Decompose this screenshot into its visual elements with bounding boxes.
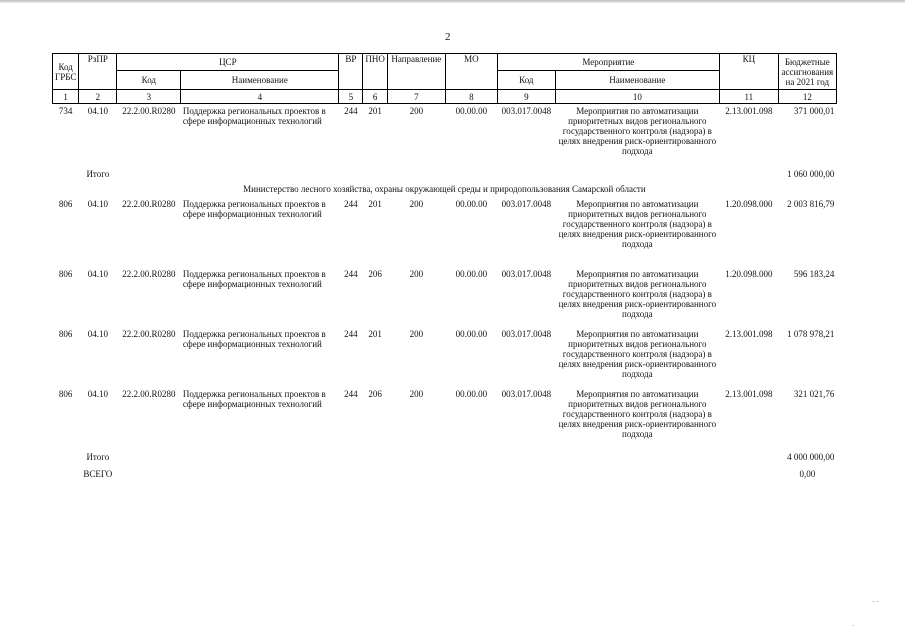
cell-csr: 22.2.00.R0280 <box>122 268 176 279</box>
cell-csr-name: Поддержка региональных проектов в сфере информационных технологий <box>182 198 326 219</box>
cell-mer-kod: 003.017.0048 <box>501 388 552 399</box>
itogo-sum: 1 060 000,00 <box>787 168 835 179</box>
scan-speck: · · <box>872 598 879 606</box>
col-number: 1 <box>53 90 79 104</box>
cell-rzpr: 04.10 <box>87 268 108 279</box>
header-rzpr: РзПР <box>79 54 117 90</box>
cell-kc: 1.20.098.000 <box>725 198 773 209</box>
cell-csr: 22.2.00.R0280 <box>122 106 176 116</box>
header-mer-name: Наименование <box>555 71 719 90</box>
table-header <box>53 54 837 104</box>
cell-pno: 201 <box>368 198 382 209</box>
cell-kc: 2.13.001.098 <box>725 106 773 116</box>
cell-napr: 200 <box>409 268 424 279</box>
cell-mer-kod: 003.017.0048 <box>501 268 552 279</box>
cell-sum: 596 183,24 <box>793 268 835 279</box>
cell-pno: 206 <box>368 388 382 399</box>
cell-sum: 1 078 978,21 <box>787 328 835 339</box>
header-csr: ЦСР <box>117 54 339 71</box>
cell-vr: 244 <box>344 268 358 279</box>
cell-pno: 201 <box>368 328 382 339</box>
cell-mer-name: Мероприятия по автоматизации приоритетных видов регионального государственного контроля (надзора) в целях внедрения риск-ориентированного подхода <box>558 268 717 319</box>
cell-csr: 22.2.00.R0280 <box>122 198 176 209</box>
cell-rzpr: 04.10 <box>87 388 108 399</box>
table-row <box>53 267 837 327</box>
col-number: 12 <box>778 90 836 104</box>
cell-vr: 244 <box>344 328 358 339</box>
itogo-row <box>53 447 837 464</box>
table-row <box>53 387 837 447</box>
cell-napr: 200 <box>409 106 424 116</box>
section-row <box>53 181 837 197</box>
cell-napr: 200 <box>409 198 424 209</box>
scan-edge <box>0 0 905 3</box>
header-mo: МО <box>445 54 497 90</box>
cell-mer-kod: 003.017.0048 <box>501 106 552 116</box>
header-kod-grbs: Код ГРБС <box>53 54 79 90</box>
col-number: 7 <box>387 90 445 104</box>
cell-mer-name: Мероприятия по автоматизации приоритетных видов регионального государственного контроля (надзора) в целях внедрения риск-ориентированного подхода <box>558 106 717 156</box>
header-napravlenie: Направление <box>387 54 445 90</box>
cell-napr: 200 <box>409 388 424 399</box>
cell-grbs: 734 <box>58 106 73 116</box>
itogo-sum: 4 000 000,00 <box>787 451 835 462</box>
cell-kc: 1.20.098.000 <box>725 268 773 279</box>
cell-csr-name: Поддержка региональных проектов в сфере информационных технологий <box>182 106 326 126</box>
budget-table <box>52 53 837 481</box>
cell-pno: 206 <box>368 268 382 279</box>
itogo-label: Итого <box>86 451 110 462</box>
cell-csr-name: Поддержка региональных проектов в сфере информационных технологий <box>182 328 326 349</box>
cell-grbs: 806 <box>58 328 73 339</box>
col-number: 10 <box>555 90 719 104</box>
header-csr-kod: Код <box>117 71 181 90</box>
cell-mer-name: Мероприятия по автоматизации приоритетных видов регионального государственного контроля (надзора) в целях внедрения риск-ориентированного подхода <box>558 388 717 439</box>
cell-mer-name: Мероприятия по автоматизации приоритетных видов регионального государственного контроля (надзора) в целях внедрения риск-ориентированного подхода <box>558 198 717 249</box>
col-number: 5 <box>339 90 363 104</box>
cell-napr: 200 <box>409 328 424 339</box>
itogo-label: Итого <box>86 168 110 179</box>
cell-sum: 2 003 816,79 <box>787 198 835 209</box>
cell-vr: 244 <box>344 388 358 399</box>
table-row <box>53 197 837 267</box>
header-meropriyatie: Мероприятие <box>497 54 719 71</box>
cell-csr-name: Поддержка региональных проектов в сфере информационных технологий <box>182 268 326 289</box>
scan-speck: · <box>852 622 855 630</box>
col-number: 9 <box>497 90 555 104</box>
cell-rzpr: 04.10 <box>87 106 108 116</box>
cell-csr: 22.2.00.R0280 <box>122 388 176 399</box>
cell-grbs: 806 <box>58 388 73 399</box>
cell-rzpr: 04.10 <box>87 198 108 209</box>
cell-grbs: 806 <box>58 268 73 279</box>
cell-mo: 00.00.00 <box>455 198 488 209</box>
cell-sum: 371 000,01 <box>793 106 835 116</box>
cell-mo: 00.00.00 <box>455 388 488 399</box>
cell-mer-name: Мероприятия по автоматизации приоритетных видов регионального государственного контроля (надзора) в целях внедрения риск-ориентированного подхода <box>558 328 717 379</box>
cell-mo: 00.00.00 <box>455 268 488 279</box>
section-title: Министерство лесного хозяйства, охраны окружающей среды и природопользования Самарской области <box>243 183 646 194</box>
cell-kc: 2.13.001.098 <box>725 328 773 339</box>
cell-rzpr: 04.10 <box>87 328 108 339</box>
vsego-label: ВСЕГО <box>83 468 113 479</box>
header-kc: КЦ <box>719 54 778 90</box>
col-number: 2 <box>79 90 117 104</box>
col-number: 6 <box>363 90 388 104</box>
itogo-row <box>53 164 837 181</box>
cell-grbs: 806 <box>58 198 73 209</box>
header-pno: ПНО <box>363 54 388 90</box>
cell-pno: 201 <box>368 106 382 116</box>
col-number: 11 <box>719 90 778 104</box>
table-row <box>53 104 837 164</box>
table-row <box>53 327 837 387</box>
header-vr: ВР <box>339 54 363 90</box>
page-number: 2 <box>445 31 451 43</box>
cell-mo: 00.00.00 <box>455 328 488 339</box>
header-mer-kod: Код <box>497 71 555 90</box>
vsego-sum: 0,00 <box>799 468 816 479</box>
cell-csr: 22.2.00.R0280 <box>122 328 176 339</box>
cell-mer-kod: 003.017.0048 <box>501 198 552 209</box>
header-csr-name: Наименование <box>181 71 339 90</box>
cell-mo: 00.00.00 <box>455 106 488 116</box>
cell-mer-kod: 003.017.0048 <box>501 328 552 339</box>
col-number: 8 <box>445 90 497 104</box>
cell-vr: 244 <box>344 106 358 116</box>
col-number: 4 <box>181 90 339 104</box>
header-budget: Бюджетные ассигнования на 2021 год <box>778 54 836 90</box>
col-number: 3 <box>117 90 181 104</box>
vsego-row <box>53 464 837 481</box>
cell-kc: 2.13.001.098 <box>725 388 773 399</box>
cell-sum: 321 021,76 <box>793 388 835 399</box>
cell-vr: 244 <box>344 198 358 209</box>
cell-csr-name: Поддержка региональных проектов в сфере информационных технологий <box>182 388 326 409</box>
